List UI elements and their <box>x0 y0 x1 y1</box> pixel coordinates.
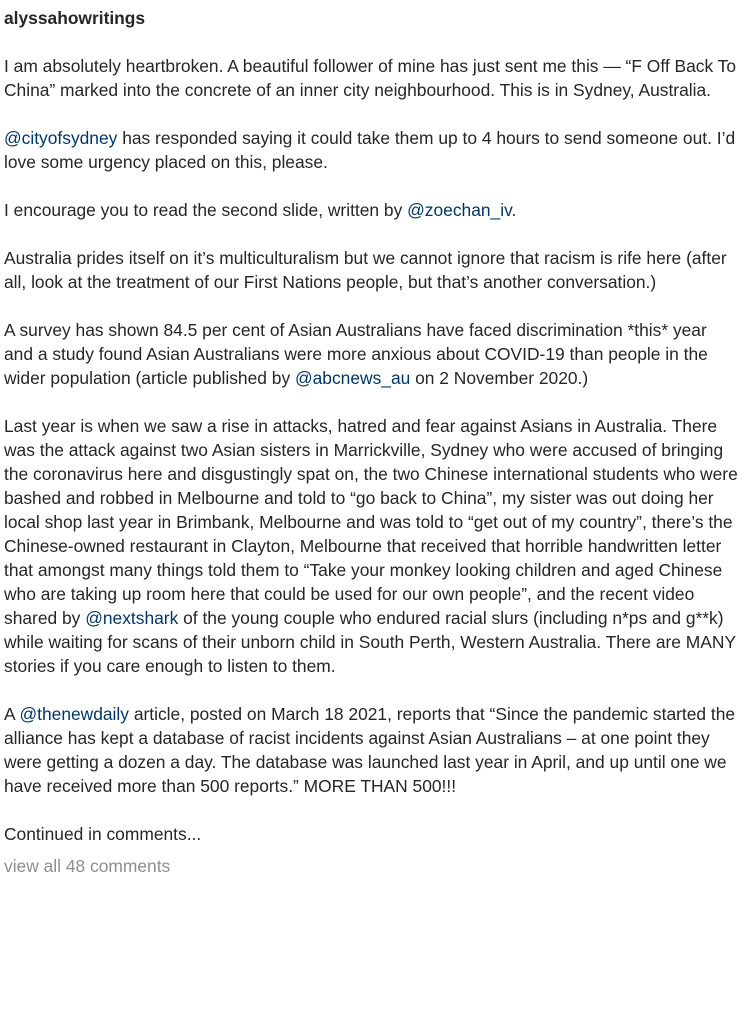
continued-note: Continued in comments... <box>4 824 202 844</box>
view-all-comments-link[interactable]: view all 48 comments <box>4 856 171 876</box>
caption-paragraph-6 <box>4 414 740 678</box>
post-username[interactable]: alyssahowritings <box>4 8 146 28</box>
caption-paragraph-3 <box>4 198 740 222</box>
caption-text: I am absolutely heartbroken. A beautiful follower of mine has just sent me this — “F Off Back To China” marked into the concrete of an inner city neighbourhood. This is in Sydney, Australia. <box>4 56 737 100</box>
caption-paragraph-5 <box>4 318 740 390</box>
caption-text: I encourage you to read the second slide, written by <box>4 200 408 220</box>
caption-text: A survey has shown 84.5 per cent of Asian Australians have faced discrimination *this* year and a study found Asian Australians were more anxious about COVID-19 than people in the wider population (article published by <box>4 320 708 388</box>
caption-paragraph-2 <box>4 126 740 174</box>
mention-thenewdaily[interactable]: @thenewdaily <box>19 704 129 724</box>
caption-text: has responded saying it could take them up to 4 hours to send someone out. I’d love some urgency placed on this, please. <box>4 128 736 172</box>
mention-zoechan-iv[interactable]: @zoechan_iv <box>407 200 512 220</box>
mention-cityofsydney[interactable]: @cityofsydney <box>4 128 118 148</box>
caption-text: . <box>511 200 517 220</box>
caption-text: on 2 November 2020.) <box>410 368 589 388</box>
caption-text: Last year is when we saw a rise in attacks, hatred and fear against Asians in Australia. There was the attack against two Asian sisters in Marrickville, Sydney who were accused of bringing the coronavirus here and disgustingly spat on, the two Chinese international students who were bashed and robbed in Melbourne and told to “go back to China”, my sister was out doing her local shop last year in Brimbank, Melbourne and was told to “get out of my country”, there’s the Chinese-owned restaurant in Clayton, Melbourne that received that horrible handwritten letter that amongst many things told them to “Take your monkey looking children and aged Chinese who are taking up room here that could be used for our own people”, and the recent video shared by <box>4 416 738 628</box>
caption-text: A <box>4 704 20 724</box>
mention-abcnews-au[interactable]: @abcnews_au <box>294 368 411 388</box>
caption-paragraph-1 <box>4 54 740 102</box>
caption-paragraph-7 <box>4 702 740 798</box>
caption-paragraph-4 <box>4 246 740 294</box>
caption-text: Australia prides itself on it’s multiculturalism but we cannot ignore that racism is rife here (after all, look at the treatment of our First Nations people, but that’s another conversation.) <box>4 248 727 292</box>
mention-nextshark[interactable]: @nextshark <box>85 608 179 628</box>
caption-text: article, posted on March 18 2021, reports that “Since the pandemic started the alliance has kept a database of racist incidents against Asian Australians – at one point they were getting a dozen a day. The database was launched last year in April, and up until one we have received more than 500 reports.” MORE THAN 500!!! <box>4 704 736 796</box>
caption-text: of the young couple who endured racial slurs (including n*ps and g**k) while waiting for scans of their unborn child in South Perth, Western Australia. There are MANY stories if you care enough to listen to them. <box>4 608 736 676</box>
